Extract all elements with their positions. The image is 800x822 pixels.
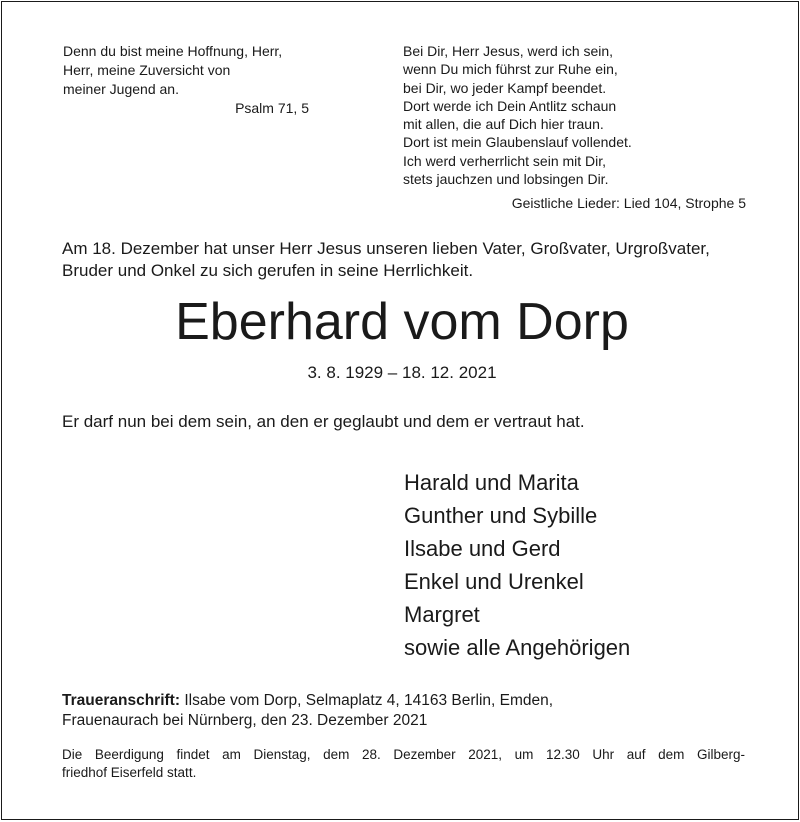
verse-line: Dort werde ich Dein Antlitz schaun [403, 97, 617, 114]
mourning-address [62, 691, 762, 731]
address-label: Traueranschrift: [62, 692, 181, 709]
verse-reference: Psalm 71, 5 [235, 100, 309, 116]
mourner-entry: Harald und Marita [404, 470, 579, 495]
hymn-verse [403, 42, 746, 213]
announcement-line: Bruder und Onkel zu sich gerufen in seine Herrlichkeit. [62, 261, 474, 280]
verse-line: Dort ist mein Glaubenslauf vollendet. [403, 134, 632, 151]
announcement-text [62, 238, 762, 282]
psalm-verse [63, 42, 313, 118]
announcement-line: Am 18. Dezember hat unser Herr Jesus unseren lieben Vater, Großvater, Urgroßvater, [62, 239, 710, 258]
deceased-name: Eberhard vom Dorp [175, 293, 629, 351]
verse-line: Bei Dir, Herr Jesus, werd ich sein, [403, 43, 614, 59]
mourner-entry: Gunther und Sybille [404, 503, 598, 528]
funeral-info [62, 746, 745, 782]
mourner-entry: Margret [404, 602, 480, 627]
life-dates: 3. 8. 1929 – 18. 12. 2021 [307, 363, 497, 382]
mourner-entry: Ilsabe und Gerd [404, 536, 561, 561]
memorial-quote: Er darf nun bei dem sein, an den er geglaubt und dem er vertraut hat. [62, 412, 585, 431]
address-line: Ilsabe vom Dorp, Selmaplatz 4, 14163 Berlin, Emden, [180, 692, 554, 709]
mourners-list [404, 466, 764, 664]
mourner-entry: sowie alle Angehörigen [404, 635, 631, 660]
verse-line: Ich werd verherrlicht sein mit Dir, [403, 152, 607, 169]
funeral-line: Die Beerdigung findet am Dienstag, dem 28. Dezember 2021, um 12.30 Uhr auf dem Gilberg- [62, 747, 745, 762]
verse-reference: Geistliche Lieder: Lied 104, Strophe 5 [511, 195, 746, 212]
funeral-line: friedhof Eiserfeld statt. [62, 765, 197, 780]
mourner-entry: Enkel und Urenkel [404, 569, 584, 594]
verse-line: wenn Du mich führst zur Ruhe ein, [403, 61, 618, 78]
verse-line: mit allen, die auf Dich hier traun. [403, 116, 604, 133]
verse-line: stets jauchzen und lobsingen Dir. [403, 171, 609, 188]
address-line: Frauenaurach bei Nürnberg, den 23. Dezember 2021 [62, 712, 428, 729]
verse-line: bei Dir, wo jeder Kampf beendet. [403, 79, 607, 96]
verse-line: meiner Jugend an. [63, 81, 179, 97]
verse-line: Herr, meine Zuversicht von [63, 62, 231, 78]
verse-line: Denn du bist meine Hoffnung, Herr, [63, 43, 283, 59]
obituary-notice [1, 1, 799, 820]
